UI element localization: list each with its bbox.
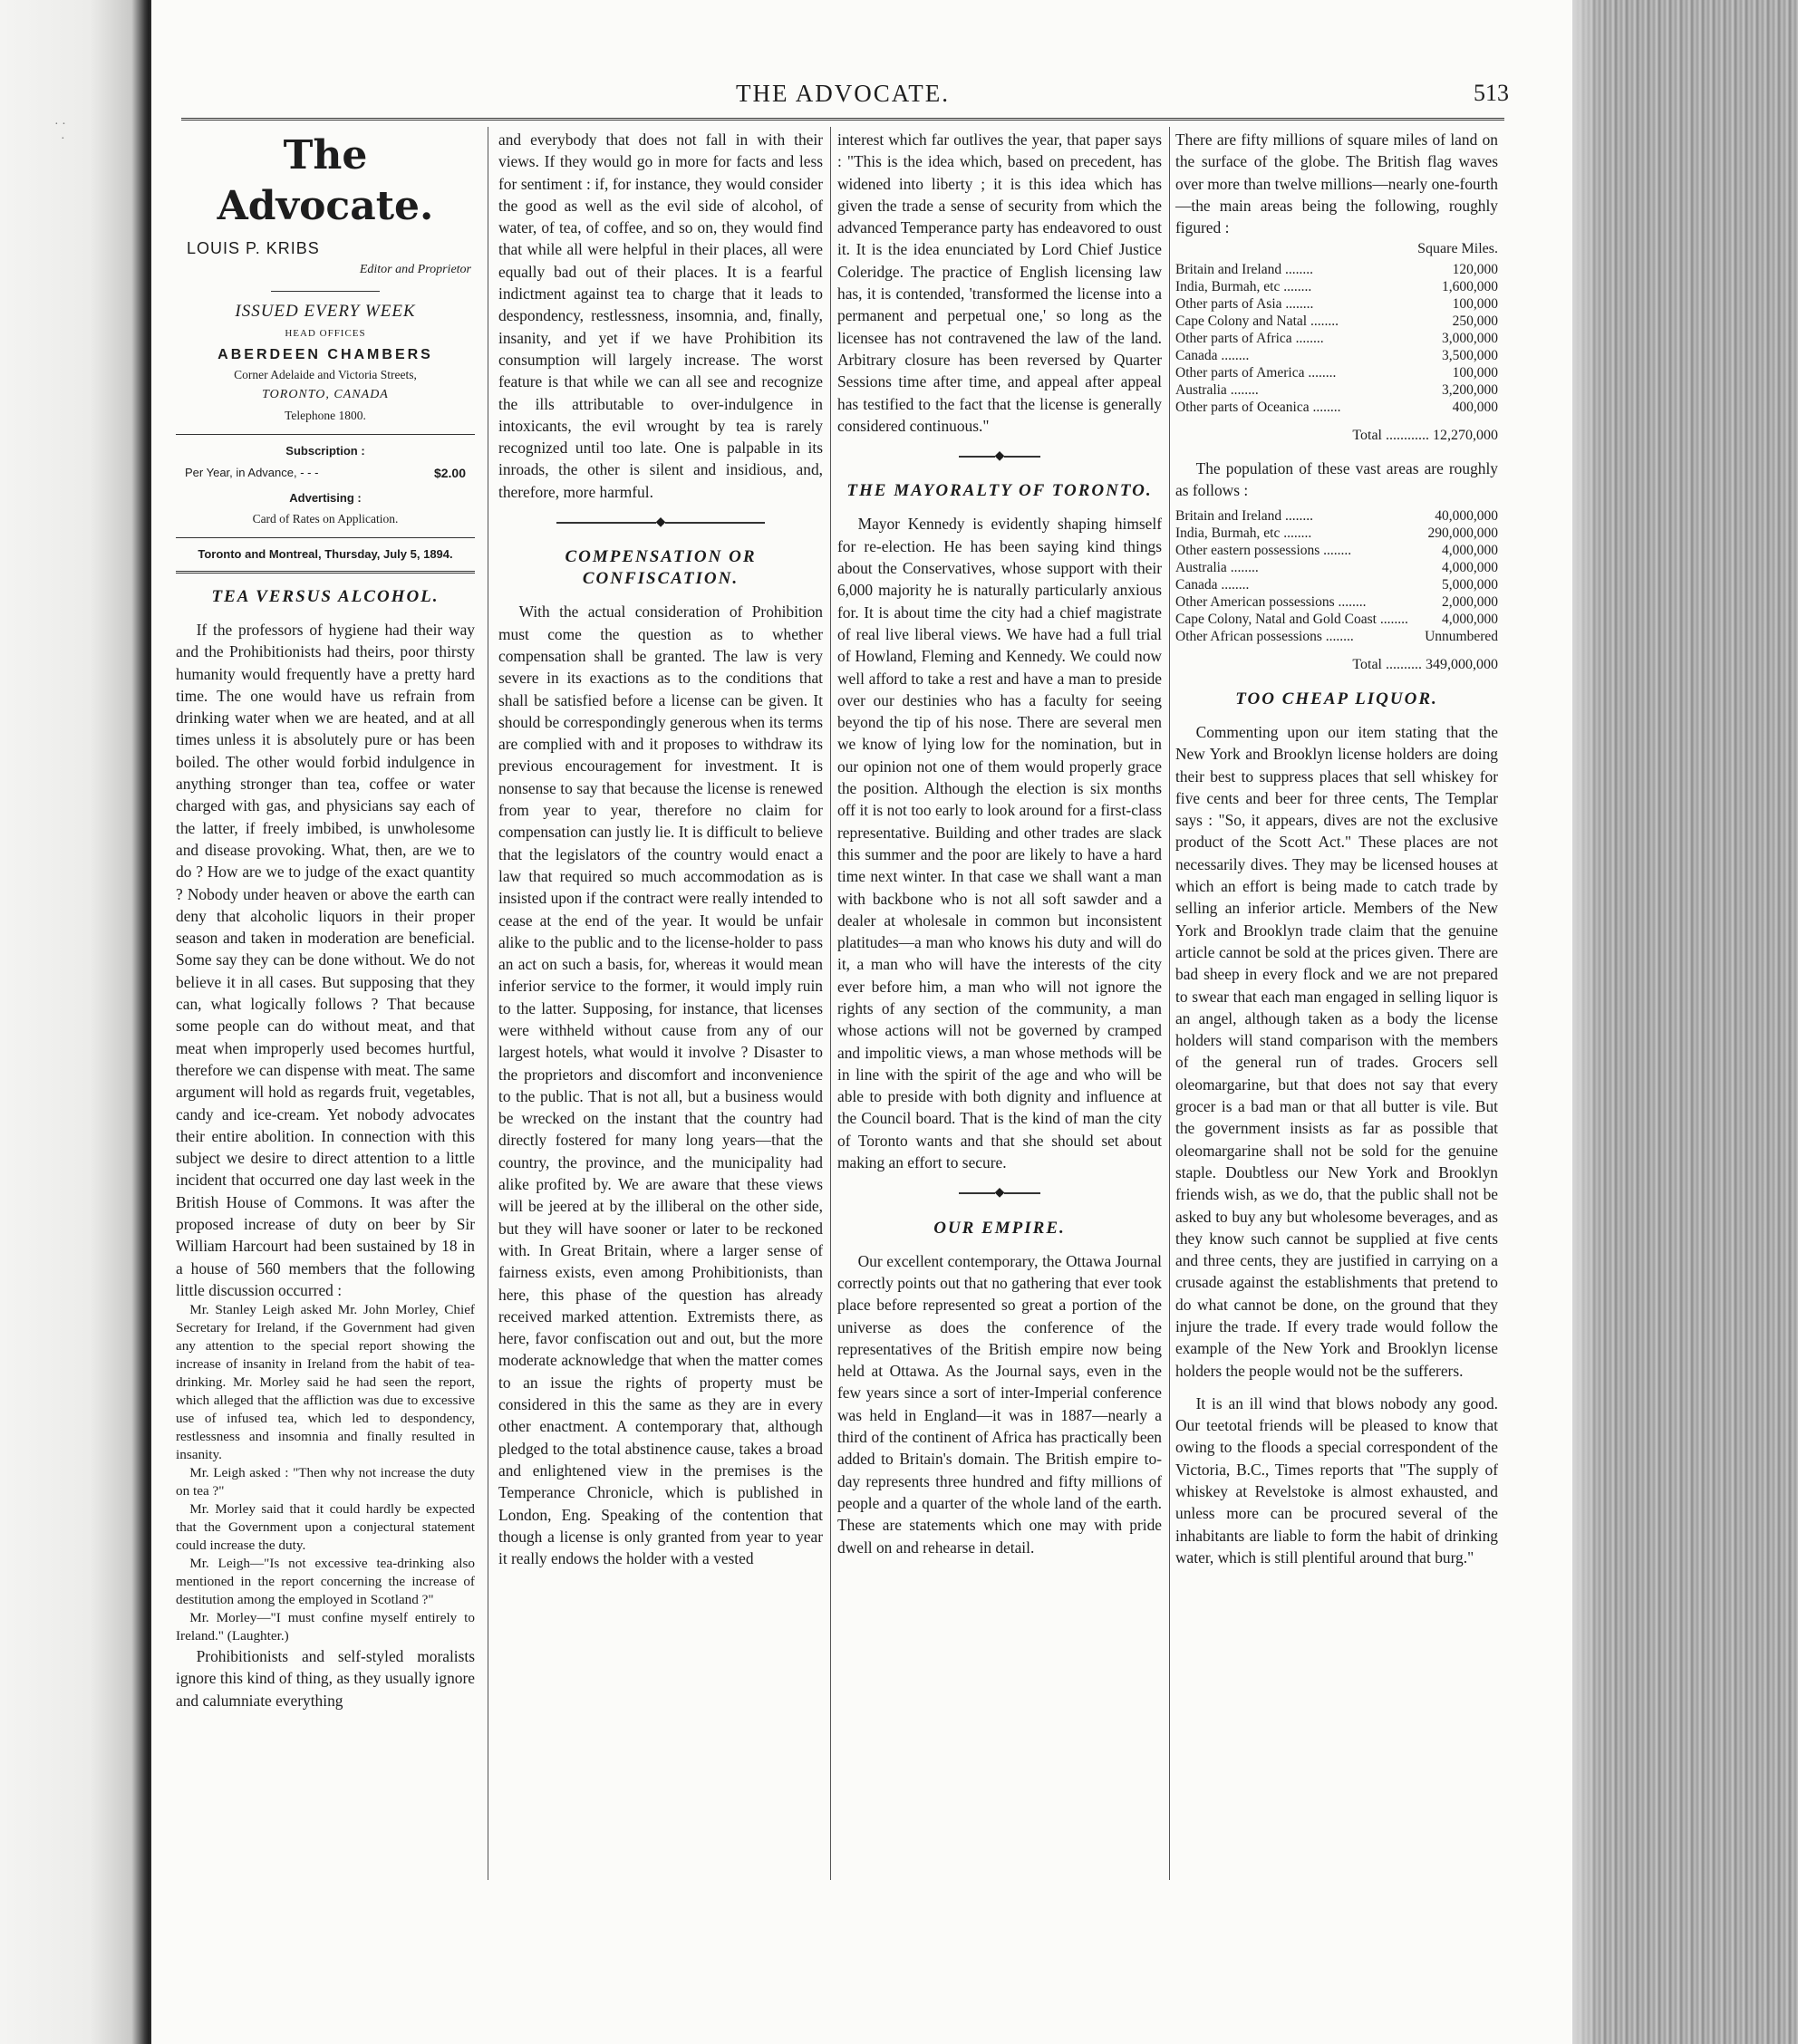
row-name: India, Burmah, etc [1175,525,1281,541]
row-value: 3,000,000 [1442,330,1498,346]
row-label: Britain and Ireland ........ [1175,507,1313,524]
subscription-label: Subscription : [285,443,365,458]
row-name: Other parts of America [1175,364,1305,381]
row-name: Other parts of Oceanica [1175,399,1310,415]
table-row [1175,381,1498,399]
dateline: Toronto and Montreal, Thursday, July 5, 1894. [176,537,475,574]
section-ornament: ◆ [498,512,823,534]
row-label: India, Burmah, etc ........ [1175,525,1312,541]
population-total-label: Total [1352,656,1382,672]
article-paragraph: With the actual consideration of Prohibition must come the question as to whether compensation shall be granted. The law is very severe in its exactions as to the conditions that shall be satisfied before a license can be given. It should be correspondingly generous when its terms are complied with and it proposes to withdraw its previous encouragement for investment. It is nonsense to say that because the license is renewed from year to year, therefore no claim for compensation can justly lie. It is difficult to believe that the legislators of the country would enact a law that required so much accommodation as is insisted upon if the contract were really intended to cease at the end of the year. It would be unfair alike to the public and to the license-holder to pass an act on such a basis, for, whereas it would mean inferior service to the former, it would imply ruin to the latter. Supposing, for instance, that licenses were withheld without cause from any of our largest hotels, what would it involve ? Disaster to the proprietors and discomfort and inconvenience to the public. That is not all, but a business would be wrecked on the instant that the country had directly fostered for many long years—that the country, the province, and the municipality had alike profited by. We are aware that these views will be jeered at by the illiberal on the other side, but they will have sooner or later to be reckoned with. In Great Britain, where a larger sense of fairness exists, even among Prohibitionists, than here, this phase of the question has already received marked attention. Extremists there, as here, favor confiscation out and out, but the more moderate acknowledge that when the matter comes to an issue the rights of property must be considered in this the same as they are in every other enactment. A contemporary that, although pledged to the total abstinence cause, takes a broad and enlightened view in the premises is the Temperance Chronicle, which is published in London, Eng. Speaking of the contention that though a license is only granted from year to year it really endows the holder with a vested [498,603,823,1568]
table-row [1175,313,1498,330]
masthead-title: The Advocate. [217,132,434,229]
article-heading-mayoralty: THE MAYORALTY OF TORONTO. [846,481,1153,501]
row-name: Other parts of Africa [1175,330,1292,346]
row-value: 100,000 [1452,295,1498,312]
subscription-box [176,434,475,528]
row-label: Other African possessions ........ [1175,628,1354,644]
adjacent-page-margin: · · · [0,0,150,2044]
advertising-text: Card of Rates on Application. [252,511,399,525]
row-value: 400,000 [1452,399,1498,415]
page-number: 513 [1474,80,1509,106]
column-1 [176,129,475,1711]
row-value: 100,000 [1452,364,1498,381]
row-name: Other parts of Asia [1175,295,1282,312]
issue-frequency: ISSUED EVERY WEEK [235,301,416,321]
row-value: 4,000,000 [1442,611,1498,627]
office-city: TORONTO, CANADA [262,388,389,402]
parliament-quote [176,1301,475,1645]
quote-paragraph: Mr. Leigh—"Is not excessive tea-drinking also mentioned in the report concerning the increase of destitution among the employed in Scotland ?" [176,1556,475,1608]
table-row [1175,611,1498,628]
area-total-value: 12,270,000 [1433,427,1498,443]
table-row [1175,399,1498,416]
row-name: Other eastern possessions [1175,542,1320,558]
row-value: 40,000,000 [1435,507,1498,524]
table-row [1175,278,1498,295]
row-name: Britain and Ireland [1175,261,1282,277]
head-offices-label: HEAD OFFICES [285,327,366,339]
article-heading-empire: OUR EMPIRE. [933,1218,1066,1238]
table-row [1175,507,1498,525]
article-heading-compensation: COMPENSATION OR CONFISCATION. [565,547,757,589]
row-name: Australia [1175,381,1227,398]
row-value: 4,000,000 [1442,559,1498,575]
table-row [1175,593,1498,611]
row-label: Cape Colony and Natal ........ [1175,313,1339,329]
table-row [1175,261,1498,278]
row-label: Other American possessions ........ [1175,593,1367,610]
row-value: 290,000,000 [1427,525,1498,541]
article-paragraph: The population of these vast areas are roughly as follows : [1175,459,1498,500]
area-table [1175,261,1498,416]
row-name: India, Burmah, etc [1175,278,1281,294]
table-row [1175,576,1498,593]
quote-paragraph: Mr. Morley—"I must confine myself entirely to Ireland." (Laughter.) [176,1610,475,1644]
masthead [176,130,475,574]
office-building: ABERDEEN CHAMBERS [218,347,433,363]
row-label: Australia ........ [1175,559,1259,575]
subscription-text: Per Year, in Advance, - - - [185,466,319,480]
article-paragraph: Our excellent contemporary, the Ottawa Journal correctly points out that no gathering that ever took place before represented so great a portion of the universe as does the conference of the representatives of the British empire now being held at Ottawa. As the Journal says, even in the few years since a sort of inter-Imperial conference was held in England—it was in 1887—nearly a third of the continent of Africa has practically been added to Britain's domain. The British empire to-day represents three hundred and fifty millions of people and a quarter of the whole land of the earth. These are statements which one may with pride dwell on and rehearse in detail. [837,1251,1162,1557]
article-paragraph: There are fifty millions of square miles of land on the surface of the globe. The British flag waves over more than twelve millions—nearly one-fourth—the main areas being the following, roughly figured : [1175,130,1498,237]
population-table [1175,507,1498,645]
article-paragraph: If the professors of hygiene had their way and the Prohibitionists had theirs, poor thirsty humanity would frequently have a pretty hard time. The one would have us refrain from drinking water when we are heated, and at all times unless it is absolutely pure or has been boiled. The other would forbid indulgence in anything stronger than tea, coffee or water charged with gas, and physicians say each of the latter, if freely imbibed, is unwholesome and disease provoking. What, then, are we to do ? How are we to judge of the exact quantity ? Nobody under heaven or above the earth can deny that alcoholic liquors in their proper season and taken in moderation are beneficial. Some say they can be done without. We do not believe it in all cases. But supposing that they can, what logically follows ? That because some people can do without meat, and that meat when improperly used becomes hurtful, therefore we can dispense with meat. The same argument will hold as regards fruit, vegetables, candy and ice-cream. Yet nobody advocates their entire abolition. In connection with this subject we desire to direct attention to a little incident that occurred one day last week in the British House of Commons. It was after the proposed increase of duty on beer by Sir William Harcourt had been sustained by 18 in a house of 560 members that the following little discussion occurred : [176,620,475,1299]
section-ornament: ◆ [837,1182,1162,1204]
article-paragraph: Commenting upon our item stating that the New York and Brooklyn license holders are doing their best to suppress places that sell whiskey for five cents and beer for three cents, The Templar says : "So, it appears, dives are not the exclusive product of the Scott Act." These places are not necessarily dives. They may be licensed houses at which an effort is being made to catch trade by selling an inferior article. Members of the New York and Brooklyn trade claim that the genuine article cannot be sold at the prices given. There are bad sheep in every flock and we are not prepared to swear that each man engaged in selling liquor is an angel, although taken as a body the license holders will stand comparison with the members of the general run of trades. Grocers sell oleomargarine, but that does not say that every grocer is a bad man or that all butter is vile. But the government insists as far as possible that oleomargarine shall not be sold for the genuine staple. Doubtless our New York and Brooklyn friends wish, as we do, that the public shall not be asked to buy any but wholesome beverages, and as they know such cannot be supplied at five cents and three cents, they are justified in carrying on a crusade against the establishments that pretend to do what cannot be done, on the ground that they injure the trade. If every trade would follow the example of the New York and Brooklyn license holders the people would not be the sufferers. [1175,722,1498,1380]
table-row [1175,525,1498,542]
row-label: Australia ........ [1175,381,1259,398]
row-label: Canada ........ [1175,576,1250,593]
column-3 [837,129,1162,1558]
article-paragraph: It is an ill wind that blows nobody any good. Our teetotal friends will be pleased to know that owing to the floods a special correspondent of the Victoria, B.C., Times reports that "The supply of whiskey at Revelstoke is almost exhausted, and unless more can be procured several of the inhabitants are liable to form the habit of drinking water, which is still plentiful around that burg." [1175,1393,1498,1567]
masthead-rule [271,291,380,292]
area-table-unit: Square Miles. [1417,241,1498,257]
table-row [1175,559,1498,576]
article-paragraph: Mayor Kennedy is evidently shaping himself for re-election. He has been saying kind things about the Conservatives, whose support with their 6,000 majority he is naturally particularly anxious for. It is about time the city had a chief magistrate of real live liberal views. We have had a full trial of Howland, Fleming and Kennedy. We could now well afford to take a rest and have a man to preside over our destinies who has a faculty for seeing beyond the tip of his nose. There are several men we know of lying low for the nomination, but in our opinion not one of them would properly grace the position. Although the election is six months off it is not too early to look around for a first-class representative. Building and other trades are slack this summer and the poor are likely to have a hard time next winter. In that case we shall want a man with backbone who is not all soft sawder and a dealer at wholesale in common but inconsistent platitudes—a man who knows his duty and will do it, a man who will have the interests of the city ever before him, a man who will not ignore the rights of any section of the community, a man whose actions will not be governed by cramped and impolitic views, a man whose methods will be in line with the spirit of the age and who will be able to preside with both dignity and influence at the Council board. That is the kind of man the city of Toronto wants and that she should set about making an effort to secure. [837,515,1162,1172]
article-paragraph: Prohibitionists and self-styled moralists ignore this kind of thing, as they usually ignore and calumniate everything [176,1647,475,1710]
row-name: Other American possessions [1175,593,1335,610]
row-value: 2,000,000 [1442,593,1498,610]
column-2 [498,129,823,1569]
article-paragraph: interest which far outlives the year, that paper says : "This is the idea which, based on precedent, has widened into liberty ; it is this idea which has given the trade a sense of security from which the advanced Temperance party has endeavored to oust it. It is the idea enunciated by Lord Chief Justice Coleridge. The practice of English licensing law has, it is contended, 'transformed the license into a permanent and perpetual one,' so long as the licensee has not contravened the law of the land. Arbitrary closure has been reversed by Quarter Sessions time after time, and appeal after appeal has testified to the fact that the license is generally considered continuous." [837,130,1162,435]
row-name: Cape Colony, Natal and Gold Coast [1175,611,1377,627]
row-value: 3,500,000 [1442,347,1498,363]
row-label: Other eastern possessions ........ [1175,542,1352,558]
population-total: Total .......... 349,000,000 [1352,656,1498,672]
row-name: Canada [1175,347,1218,363]
section-ornament: ◆ [837,446,1162,468]
row-label: Other parts of America ........ [1175,364,1337,381]
row-label: Other parts of Asia ........ [1175,295,1314,312]
population-total-value: 349,000,000 [1426,656,1498,672]
row-label: Cape Colony, Natal and Gold Coast ........ [1175,611,1408,627]
row-value: 5,000,000 [1442,576,1498,593]
subscription-line [176,462,475,484]
row-label: Other parts of Africa ........ [1175,330,1324,346]
table-row [1175,628,1498,645]
column-rule [1169,127,1170,1880]
row-name: Australia [1175,559,1227,575]
running-title: THE ADVOCATE. [736,80,950,107]
table-row [1175,330,1498,347]
subscription-price: $2.00 [433,466,466,481]
row-label: Other parts of Oceanica ........ [1175,399,1341,415]
row-label: India, Burmah, etc ........ [1175,278,1312,294]
advertising-label: Advertising : [289,491,362,506]
row-name: Britain and Ireland [1175,507,1282,524]
row-value: 1,600,000 [1442,278,1498,294]
row-name: Other African possessions [1175,628,1322,644]
area-total-label: Total [1352,427,1382,443]
row-name: Canada [1175,576,1218,593]
article-paragraph: and everybody that does not fall in with their views. If they would go in more for facts and less for sentiment : if, for instance, they would consider the good as well as the evil side of alcohol, of water, of tea, of coffee, and so on, they would find that while all were helpful in their places, all were equally bad out of their places. It is a fearful indictment against tea to charge that it leads to despondency, restlessness, insomnia, and, finally, insanity, and yet if we have Prohibition its consumption will largely increase. The worst feature is that while we can all see and recognize the ills attributable to over-indulgence in intoxicants, the evil wrought by tea is rarely recognized until too late. One is palpable in its inroads, the other is silent and insidious, and, therefore, more harmful. [498,130,823,501]
table-row [1175,364,1498,381]
area-total: Total ............ 12,270,000 [1352,427,1498,443]
row-label: Britain and Ireland ........ [1175,261,1313,277]
editor-name: LOUIS P. KRIBS [187,239,320,257]
row-value: Unnumbered [1425,628,1498,644]
table-row [1175,295,1498,313]
column-4 [1175,129,1498,1568]
quote-paragraph: Mr. Morley said that it could hardly be expected that the Government upon a conjectural statement could increase the duty. [176,1501,475,1554]
row-label: Canada ........ [1175,347,1250,363]
article-heading-cheap-liquor: TOO CHEAP LIQUOR. [1235,689,1438,709]
row-value: 120,000 [1452,261,1498,277]
office-address: Corner Adelaide and Victoria Streets, [234,368,417,382]
column-rule [830,127,831,1880]
header-rule [181,118,1504,121]
article-heading-tea: TEA VERSUS ALCOHOL. [211,586,440,606]
row-value: 250,000 [1452,313,1498,329]
running-head [177,80,1509,116]
table-row [1175,542,1498,559]
row-name: Cape Colony and Natal [1175,313,1308,329]
page-edges [1572,0,1798,2044]
telephone: Telephone 1800. [285,408,366,422]
quote-paragraph: Mr. Stanley Leigh asked Mr. John Morley, Chief Secretary for Ireland, if the Government had given any attention to the special report showing the increase of insanity in Ireland from the habit of tea-drinking. Mr. Morley said he had seen the report, which alleged that the affliction was due to excessive use of infused tea, which led to despondency, restlessness and insomnia and finally resulted in insanity. [176,1302,475,1463]
editor-role: Editor and Proprietor [359,263,471,277]
row-value: 3,200,000 [1442,381,1498,398]
row-value: 4,000,000 [1442,542,1498,558]
table-row [1175,347,1498,364]
quote-paragraph: Mr. Leigh asked : "Then why not increase the duty on tea ?" [176,1465,475,1499]
